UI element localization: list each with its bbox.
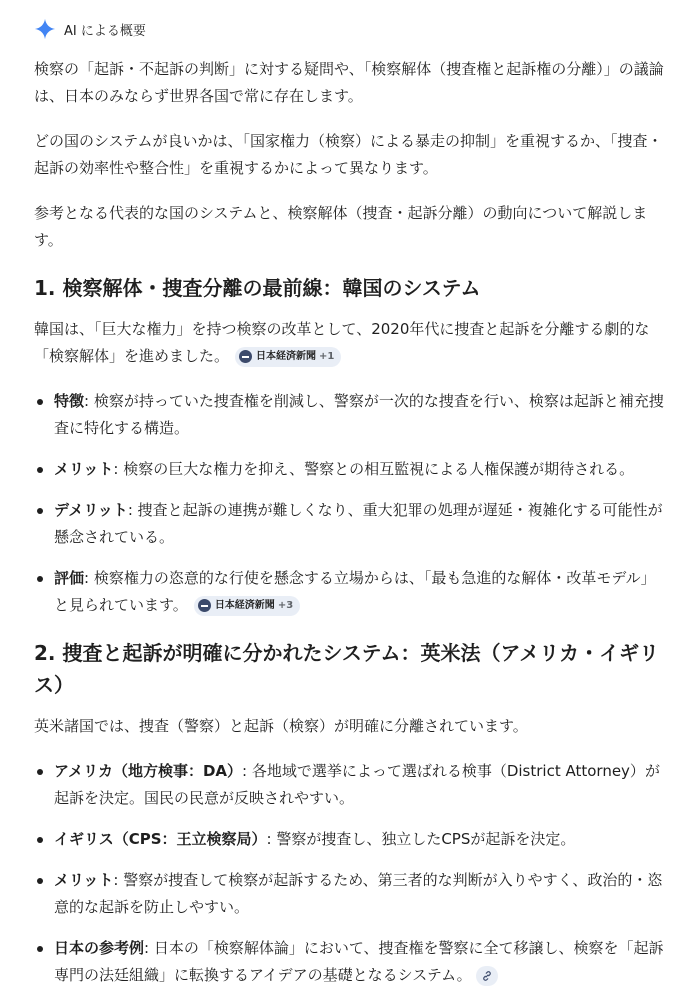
list-item: [34, 826, 666, 853]
bullet-list: [34, 388, 666, 619]
source-count: +3: [277, 599, 294, 611]
ai-overview-header: [34, 14, 666, 44]
list-item: [34, 935, 666, 989]
item-term: 日本の参考例: [54, 939, 145, 957]
link-chip[interactable]: [476, 966, 498, 986]
item-text: : 検察の巨大な権力を抑え、警察との相互監視による人権保護が期待される。: [113, 460, 635, 478]
source-name: 日本経済新聞: [214, 599, 275, 611]
intro-paragraph: 検察の「起訴・不起訴の判断」に対する疑問や、「検察解体（捜査権と起訴権の分離）」の議論は、日本のみならず世界各国で常に存在します。: [34, 60, 664, 105]
intro-paragraph: どの国のシステムが良いかは、「国家権力（検察）による暴走の抑制」を重視するか、「捜査・起訴の効率性や整合性」を重視するかによって異なります。: [34, 132, 663, 177]
source-logo-icon: [239, 350, 252, 363]
item-text: : 日本の「検察解体論」において、捜査権を警察に全て移譲し、検察を「起訴専門の法廷組織」に転換するアイデアの基礎となるシステム。: [54, 939, 664, 984]
item-text: : 各地域で選挙によって選ばれる検事（District Attorney）が起訴を決定。国民の民意が反映されやすい。: [54, 762, 660, 807]
section-lead: [34, 316, 666, 370]
section-lead: 英米諸国では、捜査（警察）と起訴（検察）が明確に分離されています。: [34, 717, 528, 735]
item-text: : 捜査と起訴の連携が難しくなり、重大犯罪の処理が遅延・複雑化する可能性が懸念されている。: [54, 501, 663, 546]
intro-paragraph: 参考となる代表的な国のシステムと、検察解体（捜査・起訴分離）の動向について解説します。: [34, 204, 648, 249]
gemini-spark-icon: [34, 18, 56, 40]
item-term: メリット: [54, 460, 114, 478]
link-icon: [481, 970, 493, 982]
list-item: [34, 867, 666, 921]
source-chip[interactable]: [194, 596, 300, 616]
item-term: デメリット: [54, 501, 128, 519]
source-logo-icon: [198, 599, 211, 612]
section-heading: 1. 検察解体・捜査分離の最前線：韓国のシステム: [34, 276, 481, 300]
bullet-list: [34, 758, 666, 989]
list-item: [34, 565, 666, 619]
item-term: イギリス（CPS：王立検察局）: [54, 830, 267, 848]
item-term: メリット: [54, 871, 114, 889]
item-term: 特徴: [54, 392, 85, 410]
source-count: +1: [319, 350, 335, 362]
item-term: アメリカ（地方検事：DA）: [54, 762, 243, 780]
item-text: : 検察が持っていた捜査権を削減し、警察が一次的な捜査を行い、検察は起訴と補充捜査に特化する構造。: [54, 392, 664, 437]
ai-overview-title: AI による概要: [64, 23, 146, 39]
list-item: [34, 758, 666, 812]
source-name: 日本経済新聞: [256, 350, 317, 362]
list-item: [34, 456, 666, 483]
item-text: : 検察権力の恣意的な行使を懸念する立場からは、「最も急進的な解体・改革モデル」と見られています。: [54, 569, 656, 614]
source-chip[interactable]: [235, 347, 341, 367]
item-term: 評価: [54, 569, 85, 587]
list-item: [34, 497, 666, 551]
item-text: : 警察が捜査し、独立したCPSが起訴を決定。: [266, 830, 576, 848]
section-lead-text: 韓国は、「巨大な権力」を持つ検察の改革として、2020年代に捜査と起訴を分離する劇的な「検察解体」を進めました。: [34, 320, 650, 365]
section-heading: 2. 捜査と起訴が明確に分かれたシステム：英米法（アメリカ・イギリス）: [34, 641, 660, 697]
list-item: [34, 388, 666, 442]
item-text: : 警察が捜査して検察が起訴するため、第三者的な判断が入りやすく、政治的・恣意的な起訴を防止しやすい。: [54, 871, 663, 916]
